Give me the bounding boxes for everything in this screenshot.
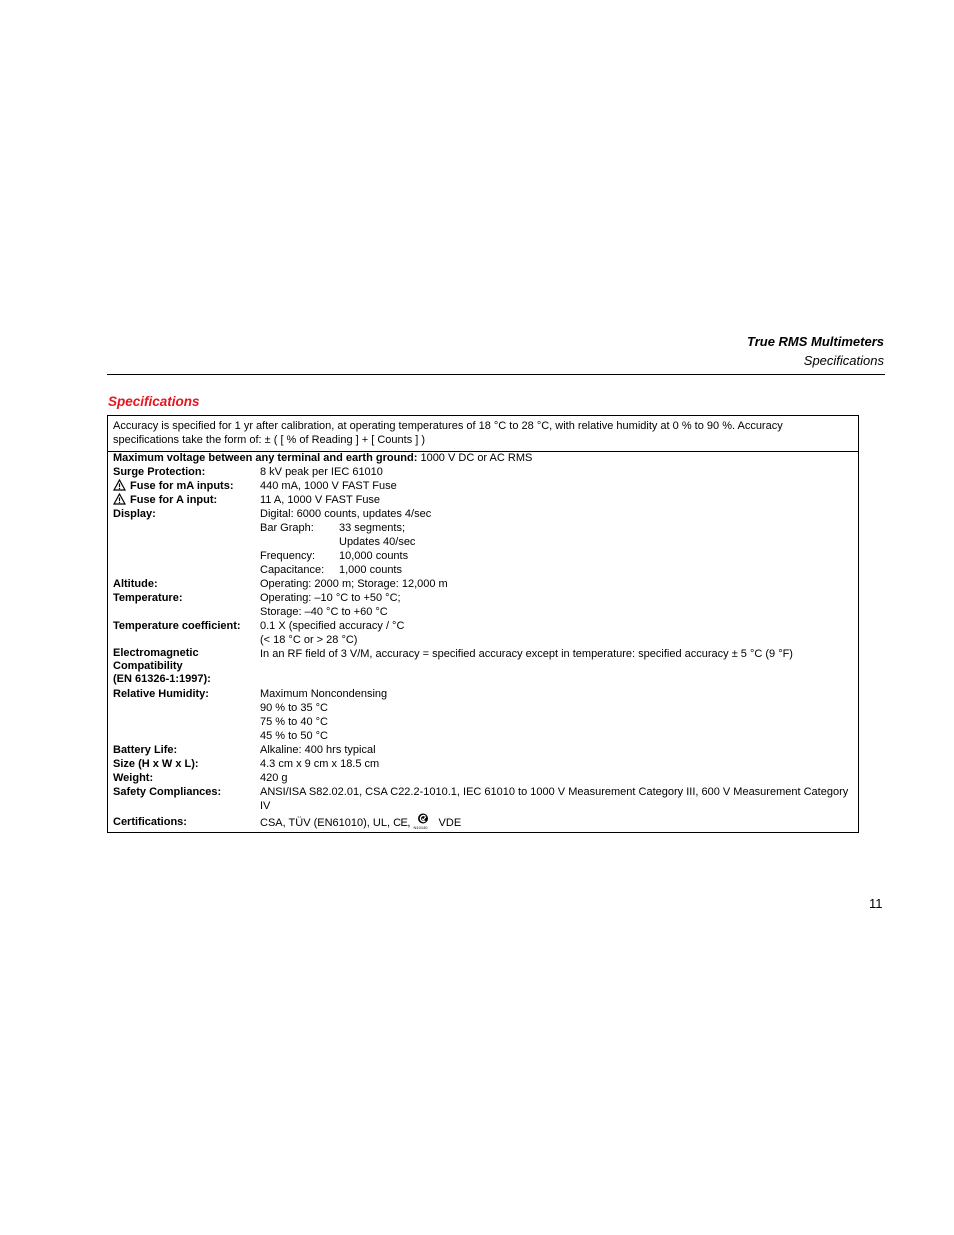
emc-label-3: (EN 61326-1:1997):: [113, 673, 211, 685]
size-label: Size (H x W x L):: [113, 758, 199, 770]
fuse-ma-row-label: [113, 479, 233, 493]
specifications-table: [107, 415, 859, 833]
temp-coeff-range: (< 18 °C or > 28 °C): [260, 634, 358, 646]
humidity-value: 45 % to 50 °C: [260, 730, 328, 742]
certifications-label: Certifications:: [113, 816, 187, 828]
weight-value: 420 g: [260, 772, 288, 784]
certifications-list: CSA, TÜV (EN61010), UL,: [260, 817, 391, 829]
display-bar-graph-segments: 33 segments;: [339, 522, 406, 534]
display-bar-graph-label: Bar Graph:: [260, 522, 314, 534]
display-bar-graph-updates: Updates 40/sec: [339, 536, 416, 548]
humidity-value: 75 % to 40 °C: [260, 716, 328, 728]
temperature-storage: Storage: –40 °C to +60 °C: [260, 606, 388, 618]
warning-icon: [113, 479, 126, 491]
vde-mark: VDE: [438, 817, 462, 829]
surge-value: 8 kV peak per IEC 61010: [260, 466, 383, 478]
display-capacitance-value: 1,000 counts: [339, 564, 402, 576]
emc-value: In an RF field of 3 V/M, accuracy = specified accuracy except in temperature: specified accuracy ± 5 °C (9 °F): [260, 648, 793, 660]
battery-value: Alkaline: 400 hrs typical: [260, 744, 376, 756]
fuse-a-label: Fuse for A input:: [130, 494, 218, 506]
fuse-a-value: 11 A, 1000 V FAST Fuse: [260, 494, 381, 506]
display-digital: Digital: 6000 counts, updates 4/sec: [260, 508, 432, 520]
c-tick-icon: [417, 813, 431, 824]
warning-icon: [113, 493, 126, 505]
humidity-value: Maximum Noncondensing: [260, 688, 388, 700]
fuse-ma-value: 440 mA, 1000 V FAST Fuse: [260, 480, 397, 492]
safety-label: Safety Compliances:: [113, 786, 222, 798]
max-voltage-value: 1000 V DC or AC RMS: [420, 452, 533, 464]
surge-label: Surge Protection:: [113, 466, 206, 478]
max-voltage-label: Maximum voltage between any terminal and earth ground:: [113, 452, 418, 464]
temperature-operating: Operating: –10 °C to +50 °C;: [260, 592, 401, 604]
ce-mark-icon: CE: [393, 817, 408, 829]
emc-label-1: Electromagnetic: [113, 647, 199, 659]
emc-label-2: Compatibility: [113, 660, 183, 672]
certifications-value: CSA, TÜV (EN61010), UL, CE, N10140 VDE: [260, 815, 461, 830]
running-header-title: True RMS Multimeters: [746, 334, 884, 349]
page-number: 11: [869, 896, 883, 911]
safety-value: ANSI/ISA S82.02.01, CSA C22.2-1010.1, IEC 61010 to 1000 V Measurement Category III, 600 V Measurement Category IV: [260, 786, 849, 812]
max-voltage-row: [113, 451, 532, 465]
accuracy-intro: Accuracy is specified for 1 yr after calibration, at operating temperatures of 18 °C to 28 °C, with relative humidity at 0 % to 90 %. Accuracy specifications take the form of: ± ( [ % of Reading ] + [ Counts ] ): [113, 420, 783, 446]
weight-label: Weight:: [113, 772, 154, 784]
size-value: 4.3 cm x 9 cm x 18.5 cm: [260, 758, 380, 770]
section-title: Specifications: [108, 394, 200, 409]
display-capacitance-label: Capacitance:: [260, 564, 325, 576]
humidity-value: 90 % to 35 °C: [260, 702, 328, 714]
fuse-a-row-label: [113, 493, 217, 507]
display-frequency-label: Frequency:: [260, 550, 316, 562]
temp-coeff-label: Temperature coefficient:: [113, 620, 241, 632]
c-tick-mark-icon: [413, 815, 435, 829]
running-header-subtitle: Specifications: [803, 353, 884, 368]
header-rule: [107, 374, 885, 375]
display-label: Display:: [113, 508, 156, 520]
altitude-value: Operating: 2000 m; Storage: 12,000 m: [260, 578, 448, 590]
humidity-label: Relative Humidity:: [113, 688, 209, 700]
altitude-label: Altitude:: [113, 578, 158, 590]
temp-coeff-value: 0.1 X (specified accuracy / °C: [260, 620, 405, 632]
c-tick-code: N10140: [413, 825, 428, 830]
battery-label: Battery Life:: [113, 744, 178, 756]
fuse-ma-label: Fuse for mA inputs:: [130, 480, 234, 492]
temperature-label: Temperature:: [113, 592, 183, 604]
display-frequency-value: 10,000 counts: [339, 550, 409, 562]
